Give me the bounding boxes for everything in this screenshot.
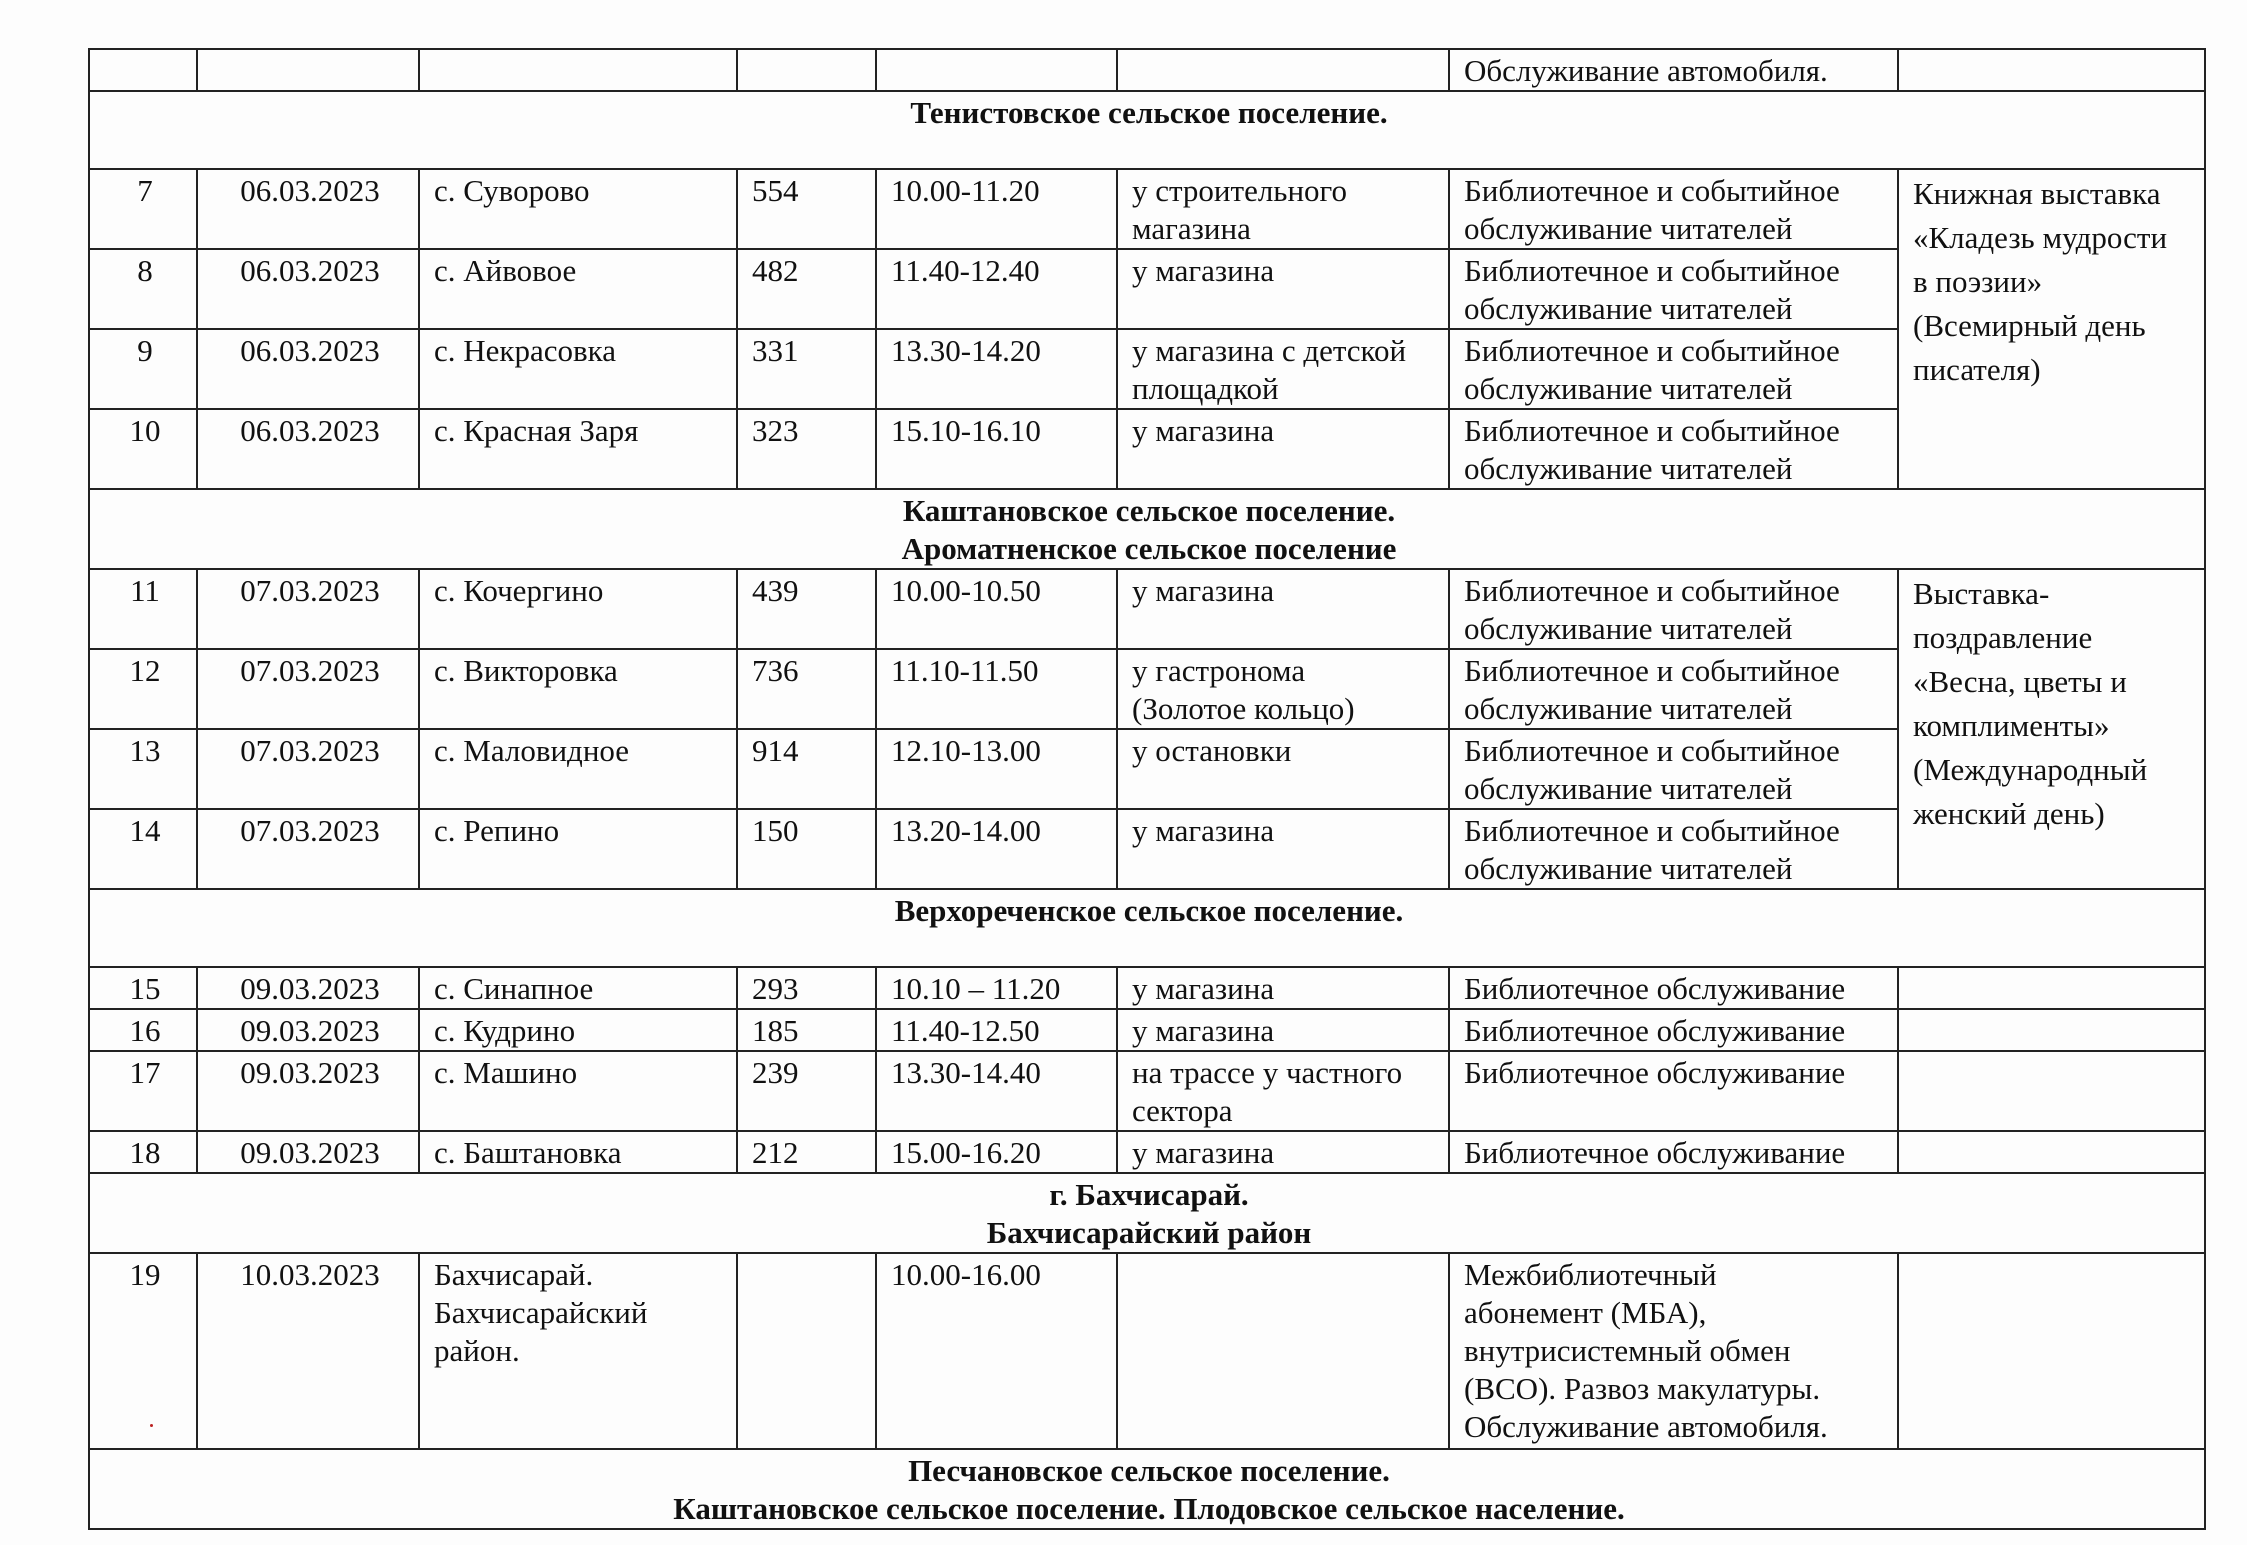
row-number-text: 7 [137, 173, 153, 208]
village-line: с. Машино [434, 1055, 578, 1090]
location-cell [1117, 249, 1449, 329]
location-cell [1117, 1253, 1449, 1449]
service-line: (ВСО). Развоз макулатуры. [1464, 1371, 1821, 1406]
time-cell [876, 409, 1117, 489]
event-line: в поэзии» [1913, 264, 2043, 299]
event-line: Книжная выставка [1913, 176, 2161, 211]
service-line: обслуживание читателей [1464, 691, 1793, 726]
section-title: Тенистовское сельское поселение. [910, 95, 1388, 130]
population-text: 482 [752, 253, 799, 288]
section-header-row [89, 1173, 2205, 1253]
village-line: с. Баштановка [434, 1135, 622, 1170]
row-number-cell [89, 649, 197, 729]
location-line: магазина [1132, 211, 1251, 246]
date-cell [197, 169, 419, 249]
population-cell [737, 649, 876, 729]
row-number-text: 18 [129, 1135, 161, 1170]
location-line: у остановки [1132, 733, 1292, 768]
location-line: на трассе у частного [1132, 1055, 1403, 1090]
population-text: 554 [752, 173, 799, 208]
event-cell [1898, 169, 2205, 489]
population-text: 736 [752, 653, 799, 688]
section-title: г. Бахчисарай. [1049, 1177, 1249, 1212]
village-cell [419, 329, 737, 409]
location-line: у магазина [1132, 1013, 1275, 1048]
row-number-cell [89, 169, 197, 249]
location-line: у магазина [1132, 413, 1275, 448]
location-line: у магазина [1132, 1135, 1275, 1170]
date-text: 06.03.2023 [240, 173, 380, 208]
table-row [89, 809, 2205, 889]
village-line: Бахчисарай. [434, 1257, 594, 1292]
village-line: район. [434, 1333, 520, 1368]
table-row [89, 569, 2205, 649]
time-text: 10.00-10.50 [891, 573, 1041, 608]
population-cell [737, 329, 876, 409]
date-text: 06.03.2023 [240, 413, 380, 448]
population-cell [737, 249, 876, 329]
time-text: 15.00-16.20 [891, 1135, 1041, 1170]
table-row [89, 1131, 2205, 1173]
table-row [89, 409, 2205, 489]
service-line: Библиотечное и событийное [1464, 573, 1840, 608]
row-number-cell [89, 729, 197, 809]
time-text: 10.00-11.20 [891, 173, 1040, 208]
service-line: Библиотечное и событийное [1464, 333, 1840, 368]
service-line: Обслуживание автомобиля. [1464, 1409, 1828, 1444]
time-cell [876, 967, 1117, 1009]
event-cell [1898, 1009, 2205, 1051]
section-title: Каштановское сельское поселение. [902, 493, 1396, 528]
village-cell [419, 1009, 737, 1051]
village-line: с. Красная Заря [434, 413, 639, 448]
event-cell [1898, 569, 2205, 889]
time-text: 11.40-12.50 [891, 1013, 1040, 1048]
table-row [89, 649, 2205, 729]
time-text: 11.40-12.40 [891, 253, 1040, 288]
service-cell [1449, 409, 1898, 489]
time-text: 10.10 – 11.20 [891, 971, 1061, 1006]
date-text: 07.03.2023 [240, 733, 380, 768]
event-line: Выставка- [1913, 576, 2050, 611]
event-line: комплименты» [1913, 708, 2110, 743]
table-row [89, 249, 2205, 329]
table-row [89, 169, 2205, 249]
population-text: 323 [752, 413, 799, 448]
population-cell [737, 1051, 876, 1131]
time-cell [876, 249, 1117, 329]
village-cell [419, 809, 737, 889]
time-cell [876, 169, 1117, 249]
date-cell [197, 249, 419, 329]
village-line: с. Викторовка [434, 653, 618, 688]
event-line: «Кладезь мудрости [1913, 220, 2168, 255]
row-number-text: 12 [129, 653, 161, 688]
section-title-cell [89, 1449, 2205, 1529]
service-cell [1449, 1009, 1898, 1051]
location-cell [1117, 809, 1449, 889]
date-text: 09.03.2023 [240, 971, 380, 1006]
table-row [89, 49, 2205, 91]
section-title: Песчановское сельское поселение. [908, 1453, 1390, 1488]
population-cell [737, 569, 876, 649]
location-cell [1117, 649, 1449, 729]
population-cell [737, 169, 876, 249]
service-cell [1449, 1051, 1898, 1131]
date-cell [197, 409, 419, 489]
population-text: 150 [752, 813, 799, 848]
village-cell [419, 1051, 737, 1131]
service-line: внутрисистемный обмен [1464, 1333, 1791, 1368]
row-number-cell [89, 1051, 197, 1131]
table-row [89, 729, 2205, 809]
date-cell [197, 329, 419, 409]
date-text: 07.03.2023 [240, 573, 380, 608]
row-number-text: 15 [129, 971, 161, 1006]
location-line: у магазина [1132, 971, 1275, 1006]
time-text: 11.10-11.50 [891, 653, 1039, 688]
population-text: 212 [752, 1135, 799, 1170]
row-number-text: 16 [129, 1013, 161, 1048]
population-cell [737, 1131, 876, 1173]
row-number-text: 8 [137, 253, 153, 288]
time-text: 12.10-13.00 [891, 733, 1041, 768]
section-header-row [89, 889, 2205, 967]
time-cell [876, 649, 1117, 729]
village-cell [419, 569, 737, 649]
time-text: 13.30-14.40 [891, 1055, 1041, 1090]
event-line: поздравление [1913, 620, 2093, 655]
section-title: Ароматненское сельское поселение [901, 531, 1397, 566]
time-cell [876, 1131, 1117, 1173]
village-line: с. Синапное [434, 971, 594, 1006]
population-cell [737, 809, 876, 889]
location-line: у строительного [1132, 173, 1347, 208]
service-cell [1449, 729, 1898, 809]
service-line: обслуживание читателей [1464, 211, 1793, 246]
time-text: 13.20-14.00 [891, 813, 1041, 848]
section-title-cell [89, 91, 2205, 169]
location-line: у магазина [1132, 253, 1275, 288]
date-text: 07.03.2023 [240, 653, 380, 688]
location-line: (Золотое кольцо) [1132, 691, 1355, 726]
village-cell [419, 1253, 737, 1449]
location-line: у магазина [1132, 573, 1275, 608]
service-line: абонемент (МБА), [1464, 1295, 1707, 1330]
date-text: 07.03.2023 [240, 813, 380, 848]
service-line: Библиотечное обслуживание [1464, 1135, 1846, 1170]
service-line: Библиотечное и событийное [1464, 413, 1840, 448]
date-cell [197, 967, 419, 1009]
service-line: обслуживание читателей [1464, 851, 1793, 886]
population-cell [737, 1009, 876, 1051]
village-line: с. Кудрино [434, 1013, 576, 1048]
service-cell [1449, 967, 1898, 1009]
row-number-text: 10 [129, 413, 161, 448]
table-row [89, 967, 2205, 1009]
event-cell [1898, 1131, 2205, 1173]
population-text: 185 [752, 1013, 799, 1048]
time-cell [876, 729, 1117, 809]
population-cell [737, 967, 876, 1009]
row-number-cell [89, 1131, 197, 1173]
date-text: 06.03.2023 [240, 333, 380, 368]
location-cell [1117, 1051, 1449, 1131]
location-line: у гастронома [1132, 653, 1306, 688]
location-cell [1117, 169, 1449, 249]
service-cell [1449, 329, 1898, 409]
service-line: обслуживание читателей [1464, 611, 1793, 646]
location-cell [1117, 729, 1449, 809]
service-line: Библиотечное и событийное [1464, 733, 1840, 768]
section-header-row [89, 489, 2205, 569]
event-cell [1898, 1051, 2205, 1131]
service-line: Библиотечное обслуживание [1464, 1055, 1846, 1090]
service-line: Библиотечное и событийное [1464, 653, 1840, 688]
section-header-row [89, 1449, 2205, 1529]
location-cell [1117, 967, 1449, 1009]
village-cell [419, 1131, 737, 1173]
population-text: 914 [752, 733, 799, 768]
service-line: Библиотечное и событийное [1464, 173, 1840, 208]
population-cell [737, 1253, 876, 1449]
date-cell [197, 809, 419, 889]
service-cell [1449, 649, 1898, 729]
event-cell [1898, 1253, 2205, 1449]
population-text: 239 [752, 1055, 799, 1090]
time-text: 10.00-16.00 [891, 1257, 1041, 1292]
location-cell [1117, 1009, 1449, 1051]
population-cell [737, 729, 876, 809]
village-cell [419, 729, 737, 809]
village-cell [419, 967, 737, 1009]
village-cell [419, 649, 737, 729]
section-title: Верхореченское сельское поселение. [894, 893, 1404, 928]
service-line: Библиотечное и событийное [1464, 253, 1840, 288]
service-line: Библиотечное обслуживание [1464, 971, 1846, 1006]
date-text: 06.03.2023 [240, 253, 380, 288]
row-number-cell [89, 569, 197, 649]
section-title: Каштановское сельское поселение. Плодовское сельское население. [673, 1491, 1625, 1526]
date-cell [197, 1051, 419, 1131]
village-cell [419, 249, 737, 329]
location-cell [1117, 329, 1449, 409]
row-number-text: 13 [129, 733, 161, 768]
location-cell [1117, 1131, 1449, 1173]
mobile-library-schedule-table [88, 48, 2206, 1530]
service-line: обслуживание читателей [1464, 371, 1793, 406]
date-text: 09.03.2023 [240, 1135, 380, 1170]
table-row [89, 1051, 2205, 1131]
row-number-text: 14 [129, 813, 161, 848]
row-number-cell [89, 249, 197, 329]
date-cell [197, 729, 419, 809]
section-title-cell [89, 889, 2205, 967]
event-cell [1898, 967, 2205, 1009]
village-line: с. Репино [434, 813, 560, 848]
population-text: 439 [752, 573, 799, 608]
time-text: 15.10-16.10 [891, 413, 1041, 448]
section-title: Бахчисарайский район [986, 1215, 1312, 1250]
village-cell [419, 409, 737, 489]
section-title-cell [89, 1173, 2205, 1253]
service-line: обслуживание читателей [1464, 291, 1793, 326]
time-cell [876, 1051, 1117, 1131]
event-line: (Всемирный день [1913, 308, 2146, 343]
section-header-row [89, 91, 2205, 169]
event-line: «Весна, цветы и [1913, 664, 2127, 699]
date-cell [197, 1253, 419, 1449]
village-line: с. Айвовое [434, 253, 577, 288]
row-number-cell [89, 809, 197, 889]
row-number-text: 9 [137, 333, 153, 368]
service-line: Библиотечное и событийное [1464, 813, 1840, 848]
table-row [89, 1253, 2205, 1449]
service-cell [1449, 49, 1898, 91]
row-number-cell [89, 967, 197, 1009]
village-line: с. Кочергино [434, 573, 604, 608]
village-line: с. Маловидное [434, 733, 630, 768]
service-cell [1449, 569, 1898, 649]
service-line: Межбиблиотечный [1464, 1257, 1717, 1292]
event-line: писателя) [1913, 352, 2041, 387]
date-text: 09.03.2023 [240, 1013, 380, 1048]
location-line: площадкой [1132, 371, 1279, 406]
row-number-text: 17 [129, 1055, 161, 1090]
village-line: с. Суворово [434, 173, 590, 208]
village-line: с. Некрасовка [434, 333, 616, 368]
time-cell [876, 329, 1117, 409]
row-number-cell [89, 1253, 197, 1449]
date-cell [197, 1131, 419, 1173]
event-line: женский день) [1913, 796, 2105, 831]
service-cell [1449, 249, 1898, 329]
village-cell [419, 169, 737, 249]
service-line: Библиотечное обслуживание [1464, 1013, 1846, 1048]
row-number-cell [89, 329, 197, 409]
time-cell [876, 809, 1117, 889]
date-text: 10.03.2023 [240, 1257, 380, 1292]
service-line: обслуживание читателей [1464, 451, 1793, 486]
service-cell [1449, 809, 1898, 889]
table-row [89, 1009, 2205, 1051]
location-line: у магазина с детской [1132, 333, 1407, 368]
population-text: 293 [752, 971, 799, 1006]
row-number-text: 11 [130, 573, 160, 608]
population-text: 331 [752, 333, 799, 368]
location-line: сектора [1132, 1093, 1233, 1128]
village-line: Бахчисарайский [434, 1295, 648, 1330]
location-cell [1117, 569, 1449, 649]
service-cell [1449, 1131, 1898, 1173]
location-cell [1117, 409, 1449, 489]
service-line: обслуживание читателей [1464, 771, 1793, 806]
row-number-text: 19 [129, 1257, 161, 1292]
population-cell [737, 409, 876, 489]
row-number-cell [89, 1009, 197, 1051]
table-row [89, 329, 2205, 409]
date-text: 09.03.2023 [240, 1055, 380, 1090]
time-cell [876, 569, 1117, 649]
service-cell [1449, 169, 1898, 249]
section-title-cell [89, 489, 2205, 569]
date-cell [197, 1009, 419, 1051]
event-line: (Международный [1913, 752, 2148, 787]
date-cell [197, 569, 419, 649]
row-number-cell [89, 409, 197, 489]
service-cell [1449, 1253, 1898, 1449]
service-text: Обслуживание автомобиля. [1464, 53, 1828, 88]
time-cell [876, 1009, 1117, 1051]
time-cell [876, 1253, 1117, 1449]
time-text: 13.30-14.20 [891, 333, 1041, 368]
date-cell [197, 649, 419, 729]
location-line: у магазина [1132, 813, 1275, 848]
